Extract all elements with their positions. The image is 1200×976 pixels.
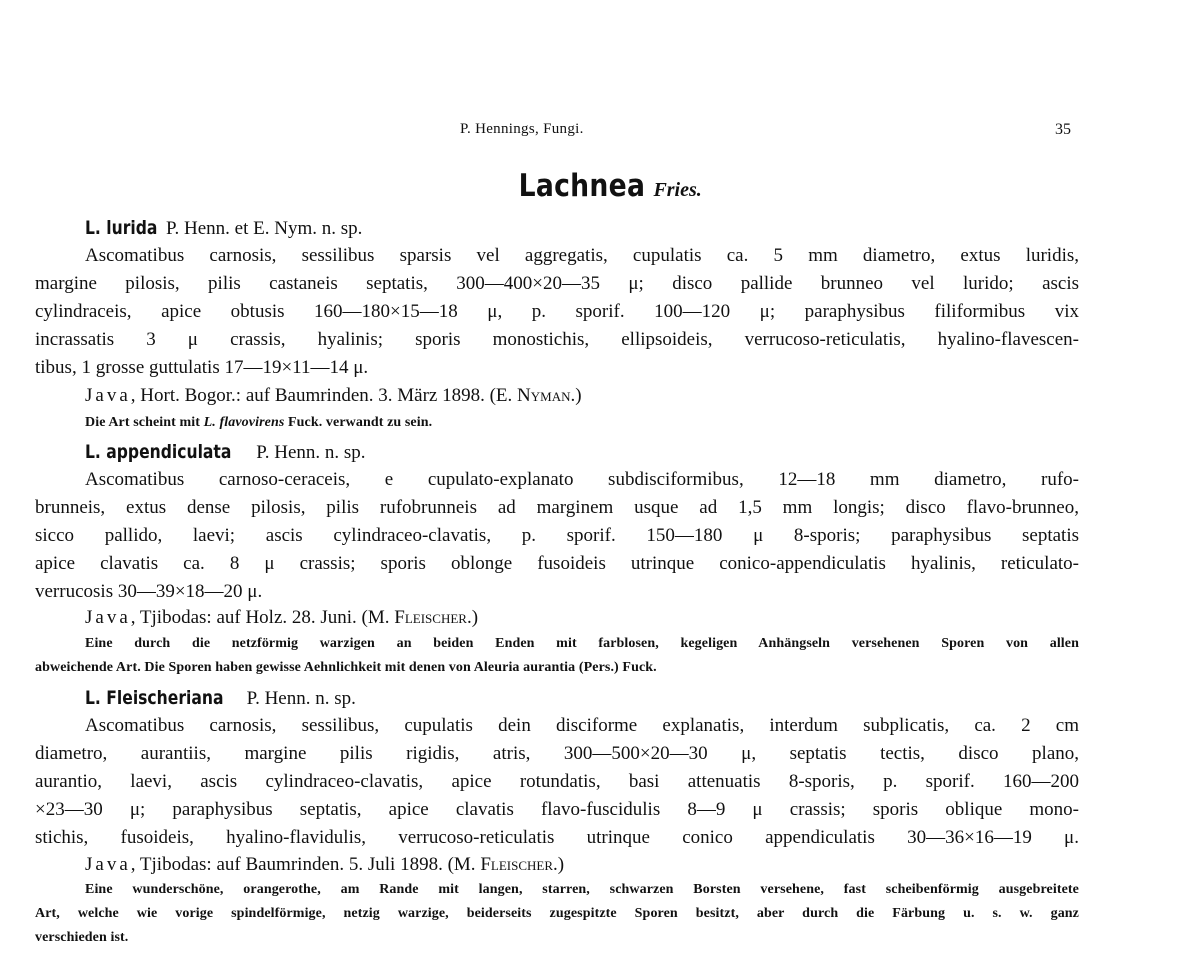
note-line: Eine wunderschöne, orangerothe, am Rande mit langen, starren, schwarzen Borsten versehene, fast scheibenförmig ausgebreitete [85, 882, 1079, 897]
description-line: brunneis, extus dense pilosis, pilis rufobrunneis ad marginem usque ad 1,5 mm longis; disco flavo-brunneo, [35, 497, 1079, 518]
running-title: P. Hennings, Fungi. [460, 121, 584, 137]
collector-name: Nyman [517, 385, 571, 406]
description-line: cylindraceis, apice obtusis 160—180×15—18 μ, p. sporif. 100—120 μ; paraphysibus filiformibus vix [35, 301, 1079, 322]
description-line: Ascomatibus carnosis, sessilibus sparsis vel aggregatis, cupulatis ca. 5 mm diametro, extus luridis, [85, 245, 1079, 266]
species-authority: P. Henn. et E. Nym. n. sp. [161, 218, 363, 239]
locality-details: , Tjibodas: auf Holz. 28. Juni. (M. [130, 607, 395, 628]
note-text: Fuck. verwandt zu sein. [284, 415, 433, 430]
note-taxon: L. flavovirens [203, 415, 285, 430]
locality-line [85, 384, 1129, 410]
note-line: verschieden ist. [35, 930, 129, 945]
locality-place: Java [85, 854, 131, 875]
locality-place: Java [85, 607, 131, 628]
species-name: L. appendiculata [85, 441, 232, 463]
description-line: tibus, 1 grosse guttulatis 17—19×11—14 μ. [35, 357, 369, 378]
description-line: aurantio, laevi, ascis cylindraceo-clavatis, apice rotundatis, basi attenuatis 8-sporis, p. sporif. 160—200 [35, 771, 1079, 792]
description-line: apice clavatis ca. 8 μ crassis; sporis oblonge fusoideis utrinque conico-appendiculatis hyalinis, reticulato- [35, 553, 1079, 574]
genus-name: Lachnea [518, 168, 646, 204]
species-name: L. Fleischeriana [85, 687, 224, 709]
collector-name: Fleischer [480, 854, 553, 875]
species-authority: P. Henn. n. sp. [251, 442, 366, 463]
description-line: stichis, fusoideis, hyalino-flavidulis, verrucoso-reticulatis utrinque conico appendiculatis 30—36×16—19 μ. [35, 827, 1079, 848]
note-line: Eine durch die netzförmig warzigen an beiden Enden mit farblosen, kegeligen Anhängseln versehenen Sporen von allen [85, 636, 1079, 651]
species-heading [85, 440, 1129, 466]
description-line: Ascomatibus carnoso-ceraceis, e cupulato-explanato subdisciformibus, 12—18 mm diametro, rufo- [85, 469, 1079, 490]
note-line: Art, welche wie vorige spindelförmige, netzig warzige, beiderseits zugespitzte Sporen besitzt, aber durch die Färbung u. s. w. ganz [35, 906, 1079, 921]
running-head [0, 121, 1200, 143]
description-line: Ascomatibus carnosis, sessilibus, cupulatis dein disciforme explanatis, interdum subplicatis, ca. 2 cm [85, 715, 1079, 736]
description-line: incrassatis 3 μ crassis, hyalinis; sporis monostichis, ellipsoideis, verrucoso-reticulatis, hyalino-flavescen- [35, 329, 1079, 350]
note-line: abweichende Art. Die Sporen haben gewisse Aehnlichkeit mit denen von Aleuria aurantia (Pers.) Fuck. [35, 660, 657, 675]
description-line: margine pilosis, pilis castaneis septatis, 300—400×20—35 μ; disco pallide brunneo vel lurido; ascis [35, 273, 1079, 294]
locality-details: , Hort. Bogor.: auf Baumrinden. 3. März 1898. (E. [130, 385, 518, 406]
description-line: verrucosis 30—39×18—20 μ. [35, 581, 263, 602]
collector-name: Fleischer [394, 607, 467, 628]
note-text: Die Art scheint mit [85, 415, 204, 430]
description-line: sicco pallido, laevi; ascis cylindraceo-clavatis, p. sporif. 150—180 μ 8-sporis; paraphysibus septatis [35, 525, 1079, 546]
locality-end: .) [570, 385, 582, 406]
description-line: diametro, aurantiis, margine pilis rigidis, atris, 300—500×20—30 μ, septatis tectis, disco plano, [35, 743, 1079, 764]
locality-end: .) [466, 607, 479, 628]
locality-details: , Tjibodas: auf Baumrinden. 5. Juli 1898. (M. [130, 854, 481, 875]
description-line: ×23—30 μ; paraphysibus septatis, apice clavatis flavo-fuscidulis 8—9 μ crassis; sporis oblique mono- [35, 799, 1079, 820]
genus-heading [0, 168, 1200, 204]
page-number: 35 [1055, 121, 1071, 138]
species-name: L. lurida [85, 217, 158, 239]
note-line [85, 413, 1129, 435]
locality-line [85, 606, 1129, 632]
species-heading [85, 216, 1129, 242]
locality-line [85, 853, 1129, 879]
genus-author: Fries. [653, 179, 702, 201]
locality-place: Java [85, 385, 131, 406]
species-heading [85, 686, 1129, 712]
locality-end: .) [553, 854, 565, 875]
species-authority: P. Henn. n. sp. [241, 688, 356, 709]
